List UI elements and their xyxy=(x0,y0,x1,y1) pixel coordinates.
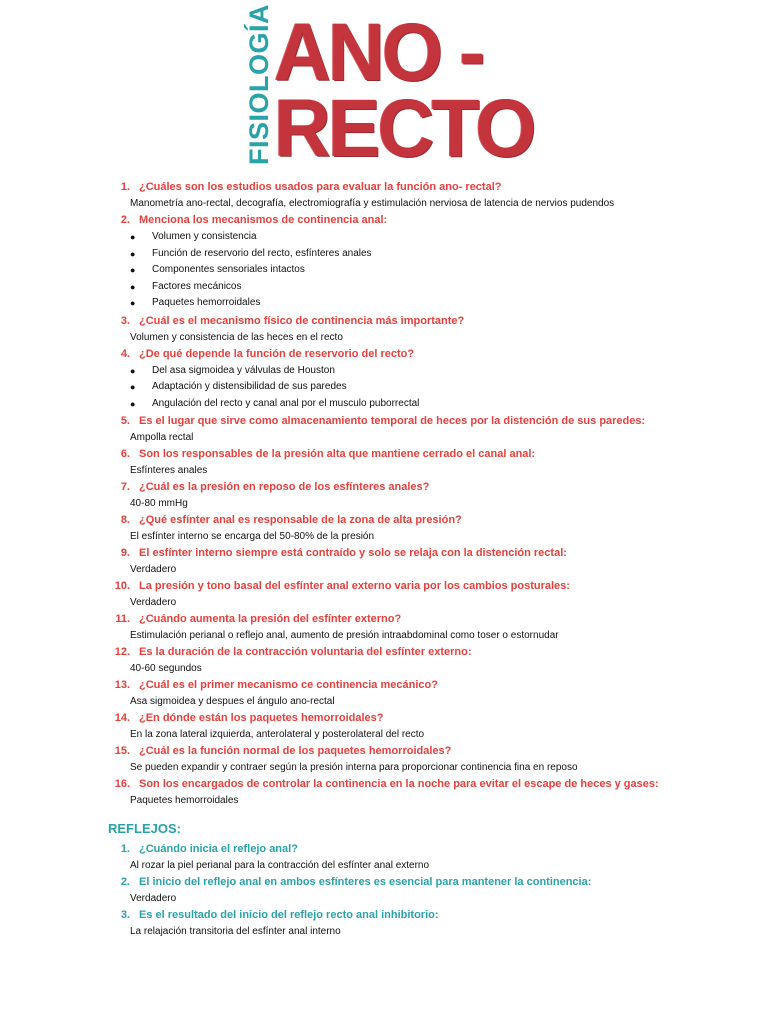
question-text: ¿Cuáles son los estudios usados para evaluar la función ano- rectal? xyxy=(139,181,502,193)
question-item xyxy=(108,676,748,709)
question-text: El esfínter interno siempre está contraído y solo se relaja con la distención rectal: xyxy=(139,547,567,559)
bullet-icon: ● xyxy=(130,265,136,275)
question-item xyxy=(108,412,748,445)
bullet-item: ● Función de reservorio del recto, esfínteres anales xyxy=(152,246,748,263)
vertical-title: FISIOLOGÍA xyxy=(244,3,274,165)
answer-text: Estimulación perianal o reflejo anal, aumento de presión intraabdominal como toser o estornudar xyxy=(130,630,559,641)
bullet-item: ● Angulación del recto y canal anal por el musculo puborrectal xyxy=(152,396,748,413)
question-number: 6. xyxy=(120,448,130,460)
question-item xyxy=(108,742,748,775)
question-item xyxy=(108,906,748,939)
question-number: 7. xyxy=(120,481,130,493)
question-item xyxy=(108,840,748,873)
bullet-item: ● Paquetes hemorroidales xyxy=(152,295,748,312)
bullet-item: ● Adaptación y distensibilidad de sus paredes xyxy=(152,379,748,396)
question-item xyxy=(108,610,748,643)
document-content xyxy=(108,178,748,939)
question-item xyxy=(108,211,748,312)
bullet-item: ● Componentes sensoriales intactos xyxy=(152,262,748,279)
answer-text: Manometría ano-rectal, decografía, electromiografía y estimulación nerviosa de latencia de nervios pudendos xyxy=(130,198,615,209)
question-text: ¿Cuándo inicia el reflejo anal? xyxy=(139,843,298,855)
section-title-reflejos: REFLEJOS: xyxy=(108,821,181,836)
answer-text: Volumen y consistencia de las heces en el recto xyxy=(130,331,343,343)
question-number: 10. xyxy=(114,580,130,592)
bullet-item: ● Factores mecánicos xyxy=(152,279,748,296)
answer-text: Al rozar la piel perianal para la contracción del esfínter anal externo xyxy=(130,860,430,871)
question-text: Son los responsables de la presión alta que mantiene cerrado el canal anal: xyxy=(139,448,536,460)
answer-text: 40-80 mmHg xyxy=(130,498,188,509)
question-number: 8. xyxy=(120,514,130,526)
question-text: El inicio del reflejo anal en ambos esfínteres es esencial para mantener la continencia: xyxy=(139,876,592,888)
answer-text: La relajación transitoria del esfínter anal interno xyxy=(130,926,341,937)
question-item xyxy=(108,577,748,610)
bullet-item: ● Volumen y consistencia xyxy=(152,229,748,246)
question-number: 1. xyxy=(120,181,130,193)
question-number: 3. xyxy=(120,909,130,921)
title-line-1: ANO - xyxy=(274,7,483,98)
bullet-item: ● Del asa sigmoidea y válvulas de Houston xyxy=(152,363,748,380)
question-item xyxy=(108,478,748,511)
question-number: 2. xyxy=(120,876,130,888)
question-text: Es el resultado del inicio del reflejo recto anal inhibitorio: xyxy=(139,909,439,921)
question-number: 12. xyxy=(114,646,130,658)
question-text: ¿Qué esfínter anal es responsable de la zona de alta presión? xyxy=(139,514,462,526)
question-number: 13. xyxy=(114,679,130,691)
question-number: 5. xyxy=(120,415,130,427)
question-number: 11. xyxy=(115,613,130,625)
question-number: 16. xyxy=(114,778,130,790)
bullet-icon: ● xyxy=(130,398,136,409)
answer-text: Paquetes hemorroidales xyxy=(130,795,239,806)
answer-text: Se pueden expandir y contraer según la presión interna para proporcionar continencia fina en reposo xyxy=(130,762,578,773)
answer-text: Verdadero xyxy=(130,564,177,575)
answer-text: Verdadero xyxy=(130,597,177,608)
question-item xyxy=(108,775,748,808)
question-number: 14. xyxy=(114,712,130,724)
question-text: Es el lugar que sirve como almacenamiento temporal de heces por la distención de sus paredes: xyxy=(139,415,646,427)
question-item xyxy=(108,643,748,676)
answer-text: Esfínteres anales xyxy=(130,465,208,476)
question-number: 1. xyxy=(120,843,130,855)
question-text: ¿Cuál es la función normal de los paquetes hemorroidales? xyxy=(139,745,452,757)
question-number: 15. xyxy=(114,745,130,757)
question-text: Es la duración de la contracción voluntaria del esfínter externo: xyxy=(139,646,472,658)
question-item xyxy=(108,312,748,345)
question-item xyxy=(108,178,748,211)
question-text: Son los encargados de controlar la continencia en la noche para evitar el escape de heces y gases: xyxy=(139,778,659,790)
question-text: ¿Cuál es el primer mecanismo ce continencia mecánico? xyxy=(139,679,438,691)
answer-text: El esfínter interno se encarga del 50-80% de la presión xyxy=(130,531,375,542)
question-text: Menciona los mecanismos de continencia anal: xyxy=(139,214,388,226)
question-text: ¿En dónde están los paquetes hemorroidales? xyxy=(139,712,384,724)
bullet-icon: ● xyxy=(130,281,136,292)
question-text: ¿Cuál es la presión en reposo de los esfínteres anales? xyxy=(139,481,430,493)
question-text: ¿Cuándo aumenta la presión del esfínter externo? xyxy=(139,613,402,625)
bullet-icon: ● xyxy=(130,382,136,392)
answer-text: En la zona lateral izquierda, anterolateral y posterolateral del recto xyxy=(130,729,425,740)
bullet-list xyxy=(108,363,748,413)
bullet-icon: ● xyxy=(130,248,136,259)
answer-text: Ampolla rectal xyxy=(130,432,194,443)
question-text: La presión y tono basal del esfínter anal externo varia por los cambios posturales: xyxy=(139,580,570,592)
bullet-icon: ● xyxy=(130,298,136,308)
question-item xyxy=(108,544,748,577)
question-item xyxy=(108,709,748,742)
question-item xyxy=(108,873,748,906)
answer-text: 40-60 segundos xyxy=(130,663,202,674)
question-number: 2. xyxy=(120,214,130,226)
question-text: ¿De qué depende la función de reservorio del recto? xyxy=(139,347,415,360)
question-text: ¿Cuál es el mecanismo físico de continencia más importante? xyxy=(139,314,465,327)
answer-text: Asa sigmoidea y despues el ángulo ano-rectal xyxy=(130,696,335,707)
question-number: 4. xyxy=(120,347,130,360)
bullet-icon: ● xyxy=(130,232,136,242)
question-number: 3. xyxy=(120,314,130,327)
question-item xyxy=(108,345,748,413)
question-number: 9. xyxy=(120,547,130,559)
answer-text: Verdadero xyxy=(130,893,177,904)
bullet-list xyxy=(108,229,748,312)
title-line-2: RECTO xyxy=(274,83,534,174)
question-item xyxy=(108,511,748,544)
bullet-icon: ● xyxy=(130,365,136,376)
question-item xyxy=(108,445,748,478)
